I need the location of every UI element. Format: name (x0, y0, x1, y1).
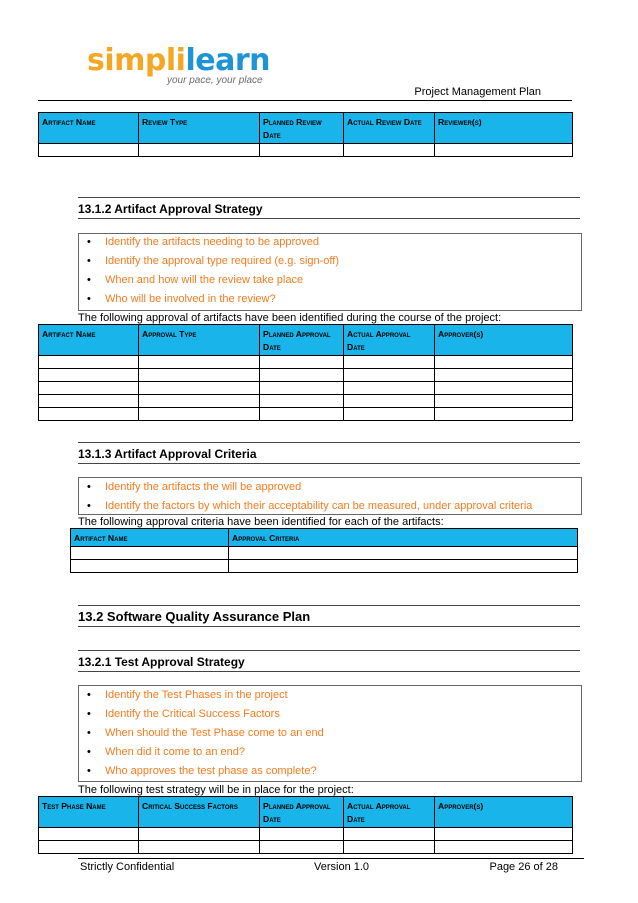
review-table-header-row (39, 113, 573, 144)
footer-rule (78, 858, 584, 859)
section-heading-13-1-3: 13.1.3 Artifact Approval Criteria (78, 442, 580, 464)
table-row (71, 560, 578, 573)
col-artifact-name: Artifact Name (39, 113, 139, 144)
col-planned-review-date: Planned Review Date (260, 113, 344, 144)
list-item: • Identify the approval type required (e.g. sign-off) (105, 255, 581, 268)
logo-part-learn: learn (185, 43, 270, 78)
col-planned-approval-date: Planned Approval Date (260, 797, 344, 828)
col-test-phase-name: Test Phase Name (39, 797, 139, 828)
intro-text-13-2-1: The following test strategy will be in place for the project: (78, 784, 354, 796)
footer-page-number: Page 26 of 28 (489, 861, 558, 873)
header-rule (38, 100, 572, 101)
list-item: • Identify the artifacts needing to be approved (105, 236, 581, 249)
list-item: • Who approves the test phase as complete? (105, 765, 581, 778)
col-artifact-name: Artifact Name (71, 529, 229, 547)
test-table-header-row (39, 797, 573, 828)
section-heading-13-1-2: 13.1.2 Artifact Approval Strategy (78, 197, 580, 219)
logo-part-i: i (175, 43, 186, 78)
criteria-table-header-row (71, 529, 578, 547)
table-row (39, 408, 573, 421)
table-row (39, 356, 573, 369)
list-item: • Identify the Test Phases in the project (105, 689, 581, 702)
col-artifact-name: Artifact Name (39, 325, 139, 356)
list-item: • When and how will the review take place (105, 274, 581, 287)
approval-criteria-table (70, 528, 578, 573)
simplilearn-logo (87, 43, 270, 86)
col-actual-approval-date: Actual Approval Date (344, 797, 435, 828)
table-row (39, 369, 573, 382)
section-heading-13-2-1: 13.2.1 Test Approval Strategy (78, 650, 580, 672)
table-row (39, 382, 573, 395)
table-row (39, 144, 573, 157)
table-row (39, 828, 573, 841)
col-review-type: Review Type (139, 113, 260, 144)
col-reviewers: Reviewer(s) (435, 113, 573, 144)
list-item: • Who will be involved in the review? (105, 293, 581, 306)
col-approval-criteria: Approval Criteria (229, 529, 578, 547)
col-planned-approval-date: Planned Approval Date (260, 325, 344, 356)
list-item: • Identify the factors by which their acceptability can be measured, under approval criteria (105, 500, 581, 513)
test-strategy-table (38, 796, 573, 854)
table-row (39, 841, 573, 854)
col-approvers: Approver(s) (435, 325, 573, 356)
col-actual-approval-date: Actual Approval Date (344, 325, 435, 356)
table-row (39, 395, 573, 408)
list-item: • Identify the Critical Success Factors (105, 708, 581, 721)
list-item: • Identify the artifacts the will be approved (105, 481, 581, 494)
col-critical-success-factors: Critical Success Factors (139, 797, 260, 828)
review-table (38, 112, 573, 157)
list-item: • When should the Test Phase come to an end (105, 727, 581, 740)
list-item: • When did it come to an end? (105, 746, 581, 759)
col-approvers: Approver(s) (435, 797, 573, 828)
guidance-box-13-2-1 (78, 685, 582, 782)
approval-table-header-row (39, 325, 573, 356)
document-title: Project Management Plan (414, 86, 541, 98)
logo-part-simpl: simpl (87, 43, 176, 78)
col-approval-type: Approval Type (139, 325, 260, 356)
guidance-box-13-1-3 (78, 477, 582, 515)
footer-confidential: Strictly Confidential (80, 861, 175, 873)
intro-text-13-1-3: The following approval criteria have been identified for each of the artifacts: (78, 516, 444, 528)
footer-version: Version 1.0 (314, 861, 370, 873)
table-row (71, 547, 578, 560)
section-heading-13-2: 13.2 Software Quality Assurance Plan (78, 605, 580, 627)
guidance-box-13-1-2 (78, 233, 582, 311)
logo-tagline: your pace, your place (167, 75, 263, 86)
intro-text-13-1-2: The following approval of artifacts have been identified during the course of the project: (78, 312, 502, 324)
approval-table (38, 324, 573, 421)
col-actual-review-date: Actual Review Date (344, 113, 435, 144)
